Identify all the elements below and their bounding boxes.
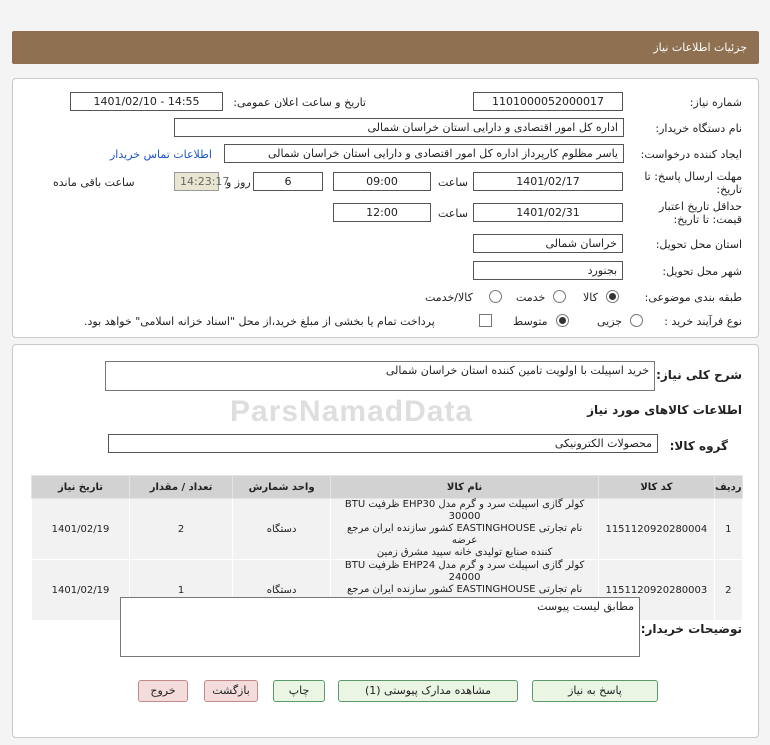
- summary-label: شرح کلی نیاز:: [656, 368, 742, 382]
- goods-info-title: اطلاعات کالاهای مورد نیاز: [587, 403, 742, 417]
- process-label: نوع فرآیند خرید :: [664, 315, 742, 328]
- category-radio-goods[interactable]: [606, 290, 619, 303]
- process-radio-minor[interactable]: [630, 314, 643, 327]
- summary-field: خرید اسپیلت با اولویت تامین کننده استان خراسان شمالی: [105, 361, 655, 391]
- category-option-goods: کالا: [583, 291, 598, 304]
- row-code: 1151120920280003: [599, 560, 714, 621]
- treasury-payment-checkbox[interactable]: [479, 314, 492, 327]
- page-header: [12, 31, 759, 64]
- row-date: 1401/02/19: [32, 560, 130, 621]
- row-name-line: نام تجارتی EASTINGHOUSE کشور سازنده ایران مرجع عرضه: [346, 523, 583, 546]
- row-name: [331, 499, 599, 560]
- row-index: 2: [714, 560, 742, 621]
- col-header-name: نام کالا: [331, 476, 599, 499]
- buyer-org-label: نام دستگاه خریدار:: [655, 122, 742, 135]
- col-header-code: کد کالا: [599, 476, 714, 499]
- row-name-line: کولر گازی اسپیلت سرد و گرم مدل EHP24 ظرفیت BTU 24000: [344, 560, 585, 583]
- process-option-minor: جزیی: [597, 315, 623, 328]
- province-field: خراسان شمالی: [473, 234, 623, 253]
- table-row: [32, 499, 743, 560]
- category-radio-goods-service[interactable]: [489, 290, 502, 303]
- row-code: 1151120920280004: [599, 499, 714, 560]
- watermark-text: ParsNamadData: [230, 395, 474, 428]
- treasury-payment-note: پرداخت تمام یا بخشی از مبلغ خرید،از محل "اسناد خزانه اسلامی" خواهد بود.: [84, 315, 435, 328]
- need-number-field: 1101000052000017: [473, 92, 623, 111]
- buyer-notes-field: مطابق لیست پیوست: [120, 597, 640, 657]
- contact-info-link[interactable]: اطلاعات تماس خریدار: [110, 148, 212, 161]
- row-name-line: نام تجارتی EASTINGHOUSE کشور سازنده ایران مرجع: [346, 584, 583, 595]
- category-label: طبقه بندی موضوعی:: [644, 291, 742, 304]
- city-field: بجنورد: [473, 261, 623, 280]
- days-field: 6: [253, 172, 323, 191]
- province-label: استان محل تحویل:: [655, 238, 742, 251]
- requester-field: یاسر مظلوم کارپرداز اداره کل امور اقتصادی و دارایی استان خراسان شمالی: [224, 144, 624, 163]
- print-button[interactable]: چاپ: [273, 680, 325, 702]
- buyer-org-field: اداره کل امور اقتصادی و دارایی استان خراسان شمالی: [174, 118, 624, 137]
- reply-button[interactable]: پاسخ به نیاز: [532, 680, 658, 702]
- process-option-medium: متوسط: [513, 315, 548, 328]
- row-qty: 2: [130, 499, 233, 560]
- row-name-line: کولر گازی اسپیلت سرد و گرم مدل EHP30 ظرفیت BTU 30000: [344, 499, 585, 522]
- col-header-date: تاریخ نیاز: [32, 476, 130, 499]
- announce-field: 1401/02/10 - 14:55: [70, 92, 223, 111]
- row-unit: دستگاه: [233, 499, 331, 560]
- table-header-row: [32, 476, 743, 499]
- category-option-goods-service: کالا/خدمت: [425, 291, 473, 304]
- goods-panel: [12, 344, 759, 738]
- remaining-time-field: 14:23:17: [174, 172, 219, 191]
- deadline-date-field: 1401/02/17: [473, 172, 623, 191]
- back-button[interactable]: بازگشت: [204, 680, 258, 702]
- deadline-time-field: 09:00: [333, 172, 431, 191]
- validity-time-field: 12:00: [333, 203, 431, 222]
- remaining-label: ساعت باقی مانده: [53, 176, 135, 189]
- row-date: 1401/02/19: [32, 499, 130, 560]
- row-index: 1: [714, 499, 742, 560]
- validity-label-2: قیمت: تا تاریخ:: [673, 213, 742, 226]
- attachments-button[interactable]: مشاهده مدارک پیوستی (1): [338, 680, 518, 702]
- validity-time-label: ساعت: [438, 207, 468, 220]
- row-unit: دستگاه: [233, 560, 331, 621]
- deadline-label-2: تاریخ:: [716, 183, 742, 196]
- goods-group-field: محصولات الکترونیکی: [108, 434, 658, 453]
- need-number-label: شماره نیاز:: [689, 96, 742, 109]
- exit-button[interactable]: خروج: [138, 680, 188, 702]
- category-radio-service[interactable]: [553, 290, 566, 303]
- deadline-label-1: مهلت ارسال پاسخ: تا: [644, 170, 742, 183]
- col-header-index: ردیف: [714, 476, 742, 499]
- process-radio-medium[interactable]: [556, 314, 569, 327]
- announce-label: تاریخ و ساعت اعلان عمومی:: [233, 96, 366, 109]
- row-qty: 1: [130, 560, 233, 621]
- page-title: جزئیات اطلاعات نیاز: [653, 41, 747, 54]
- city-label: شهر محل تحویل:: [662, 265, 742, 278]
- validity-date-field: 1401/02/31: [473, 203, 623, 222]
- buyer-notes-label: توضیحات خریدار:: [640, 622, 742, 636]
- col-header-qty: تعداد / مقدار: [130, 476, 233, 499]
- deadline-time-label: ساعت: [438, 176, 468, 189]
- row-name-line: کننده صنایع تولیدی خانه سپید مشرق زمین: [376, 547, 553, 558]
- col-header-unit: واحد شمارش: [233, 476, 331, 499]
- goods-group-label: گروه کالا:: [669, 439, 728, 453]
- need-details-panel: [12, 78, 759, 338]
- category-option-service: خدمت: [516, 291, 546, 304]
- validity-label-1: حداقل تاریخ اعتبار: [658, 200, 742, 213]
- requester-label: ایجاد کننده درخواست:: [640, 148, 742, 161]
- days-label: روز و: [226, 176, 251, 189]
